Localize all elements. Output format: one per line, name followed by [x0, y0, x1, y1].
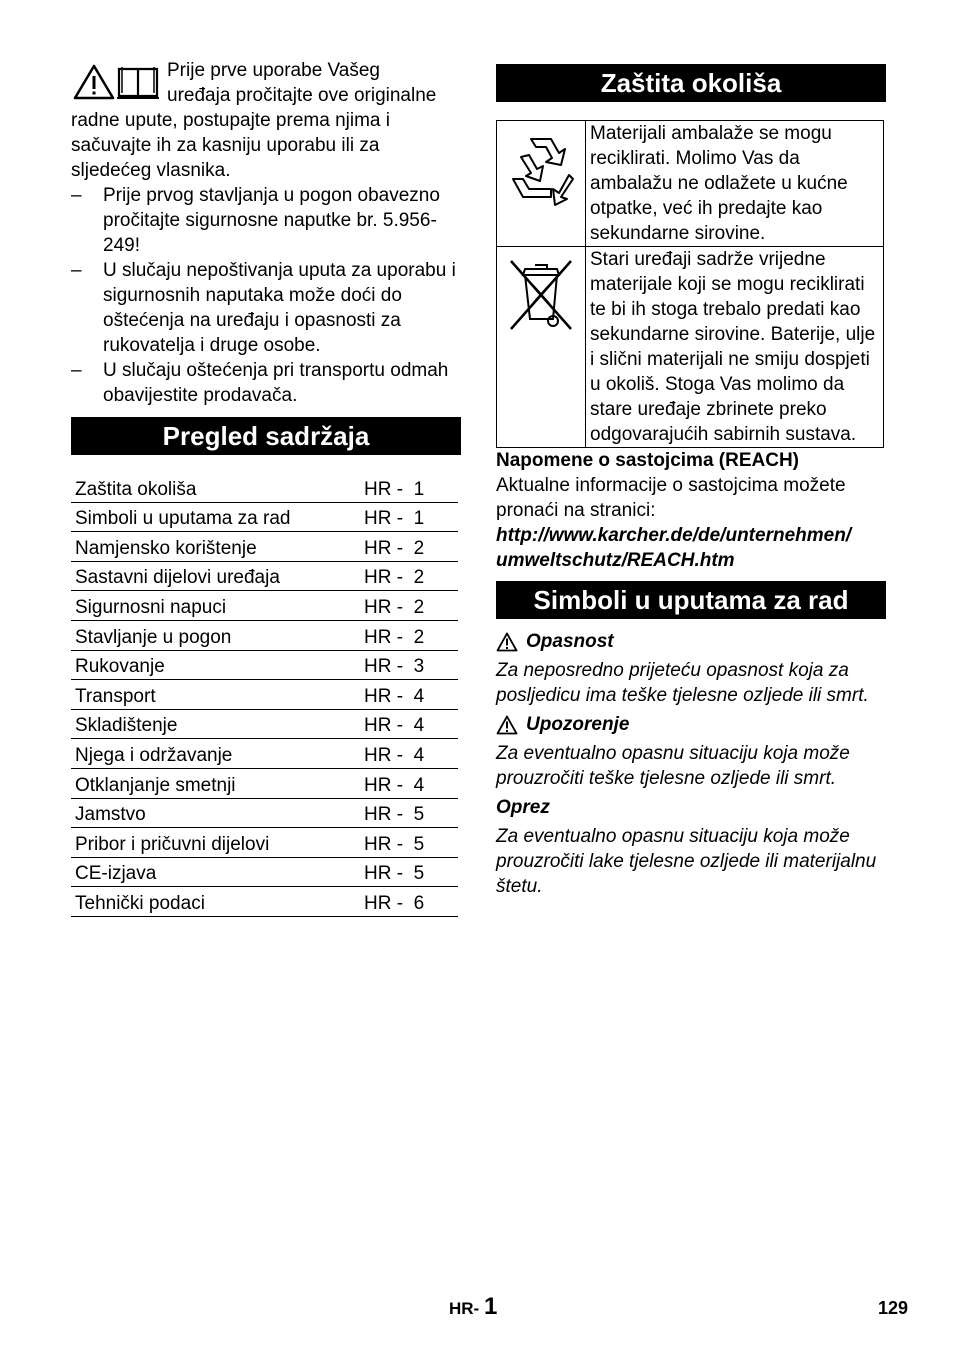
reach-link-line-1: http://www.karcher.de/de/unternehmen/	[496, 525, 852, 546]
warning-triangle-icon	[496, 715, 518, 735]
toc-entry-title: Stavljanje u pogon	[71, 620, 360, 650]
table-row	[71, 620, 458, 650]
bullet-text: Prije prvog stavljanja u pogon obavezno pročitajte sigurnosne naputke br. 5.956-249!	[103, 185, 440, 256]
table-row	[71, 561, 458, 591]
dash-marker: –	[71, 185, 82, 206]
toc-entry-title: Jamstvo	[71, 798, 360, 828]
table-row	[71, 532, 458, 562]
symbols-heading: Simboli u uputama za rad	[496, 581, 886, 619]
reach-text: Aktualne informacije o sastojcima možete pronaći na stranici:	[496, 475, 846, 521]
dash-marker: –	[71, 260, 82, 281]
reach-title: Napomene o sastojcima (REACH)	[496, 450, 800, 471]
left-column	[71, 58, 461, 917]
warning-manual-icon	[71, 63, 161, 101]
table-row	[71, 650, 458, 680]
table-row	[71, 887, 458, 917]
danger-text: Za neposredno prijeteću opasnost koja za posljedicu ima teške tjelesne ozljede ili smrt.	[496, 660, 869, 706]
table-row	[71, 680, 458, 710]
intro-line-2: uređaja pročitajte ove originalne	[167, 85, 437, 106]
footer-page-code	[449, 1294, 497, 1321]
table-row	[71, 473, 458, 502]
table-row	[71, 739, 458, 769]
recycle-icon-cell	[497, 121, 586, 247]
environment-heading: Zaštita okoliša	[496, 64, 886, 102]
right-column	[496, 64, 886, 899]
footer-code-prefix: HR-	[449, 1299, 480, 1318]
toc-entry-title: Njega i održavanje	[71, 739, 360, 769]
table-row	[71, 828, 458, 858]
packaging-text: Materijali ambalaže se mogu reciklirati. Molimo Vas da ambalažu ne odlažete u kućne otpatke, već ih predajte kao sekundarne sirovine.	[586, 121, 884, 247]
toc-entry-page: HR - 2	[360, 591, 458, 621]
warning-text: Za eventualno opasnu situaciju koja može prouzročiti teške tjelesne ozljede ili smrt.	[496, 743, 850, 789]
toc-entry-title: Skladištenje	[71, 709, 360, 739]
toc-entry-page: HR - 2	[360, 620, 458, 650]
table-row	[71, 591, 458, 621]
toc-entry-title: Transport	[71, 680, 360, 710]
intro-line-1: Prije prve uporabe Vašeg	[167, 60, 380, 81]
table-row	[71, 857, 458, 887]
toc-entry-page: HR - 6	[360, 887, 458, 917]
wheelie-bin-icon-cell	[497, 247, 586, 448]
bullet-text: U slučaju nepoštivanja uputa za uporabu i sigurnosnih naputaka može doći do oštećenja na uređaju i opasnosti za rukovatelja i druge osobe.	[103, 260, 456, 356]
toc-entry-page: HR - 1	[360, 502, 458, 532]
toc-entry-title: CE-izjava	[71, 857, 360, 887]
toc-entry-page: HR - 5	[360, 828, 458, 858]
environment-table	[496, 120, 884, 448]
toc-table	[71, 473, 458, 917]
table-row	[71, 798, 458, 828]
toc-entry-page: HR - 4	[360, 709, 458, 739]
bullet-text: U slučaju oštećenja pri transportu odmah obavijestite prodavača.	[103, 360, 449, 406]
table-row	[71, 768, 458, 798]
toc-entry-page: HR - 5	[360, 857, 458, 887]
dash-marker: –	[71, 360, 82, 381]
warning-triangle-icon	[496, 632, 518, 652]
toc-entry-page: HR - 5	[360, 798, 458, 828]
table-row	[497, 121, 884, 247]
toc-entry-title: Zaštita okoliša	[71, 473, 360, 502]
devices-text: Stari uređaji sadrže vrijedne materijale koji se mogu reciklirati te bi ih stoga trebalo predati kao sekundarne sirovine. Baterije, ulje i slični materijali ne smiju dospjeti u okoliš. Stoga Vas molimo da stare uređaje zbrinete preko odgovarajućih sabirnih sustava.	[586, 247, 884, 448]
danger-label	[496, 629, 886, 654]
toc-entry-title: Otklanjanje smetnji	[71, 768, 360, 798]
page-number: 129	[878, 1298, 909, 1318]
list-item	[71, 358, 461, 408]
toc-entry-page: HR - 2	[360, 561, 458, 591]
table-row	[71, 502, 458, 532]
caution-text: Za eventualno opasnu situaciju koja može prouzročiti lake tjelesne ozljede ili materijalnu štetu.	[496, 826, 877, 897]
toc-entry-title: Rukovanje	[71, 650, 360, 680]
toc-entry-title: Pribor i pričuvni dijelovi	[71, 828, 360, 858]
recycle-icon	[503, 129, 579, 209]
list-item	[71, 183, 461, 258]
toc-entry-page: HR - 4	[360, 768, 458, 798]
warning-label-text: Upozorenje	[526, 714, 630, 735]
toc-entry-title: Tehnički podaci	[71, 887, 360, 917]
footer-code-number: 1	[483, 1293, 498, 1320]
list-item	[71, 258, 461, 358]
danger-label-text: Opasnost	[526, 631, 614, 652]
toc-entry-page: HR - 1	[360, 473, 458, 502]
intro-section	[71, 58, 461, 183]
toc-entry-title: Simboli u uputama za rad	[71, 502, 360, 532]
crossed-wheelie-bin-icon	[503, 255, 579, 335]
toc-heading: Pregled sadržaja	[71, 417, 461, 455]
reach-link[interactable]	[496, 523, 886, 573]
caution-label: Oprez	[496, 797, 550, 818]
warning-label	[496, 712, 886, 737]
toc-entry-title: Namjensko korištenje	[71, 532, 360, 562]
toc-entry-page: HR - 2	[360, 532, 458, 562]
intro-bullet-list	[71, 183, 461, 408]
toc-entry-page: HR - 3	[360, 650, 458, 680]
toc-entry-title: Sastavni dijelovi uređaja	[71, 561, 360, 591]
toc-entry-page: HR - 4	[360, 680, 458, 710]
toc-entry-page: HR - 4	[360, 739, 458, 769]
reach-link-line-2: umweltschutz/REACH.htm	[496, 550, 735, 571]
table-row	[71, 709, 458, 739]
table-row	[497, 247, 884, 448]
toc-entry-title: Sigurnosni napuci	[71, 591, 360, 621]
intro-rest: radne upute, postupajte prema njima i sačuvajte ih za kasniju uporabu ili za sljedećeg vlasnika.	[71, 110, 390, 181]
